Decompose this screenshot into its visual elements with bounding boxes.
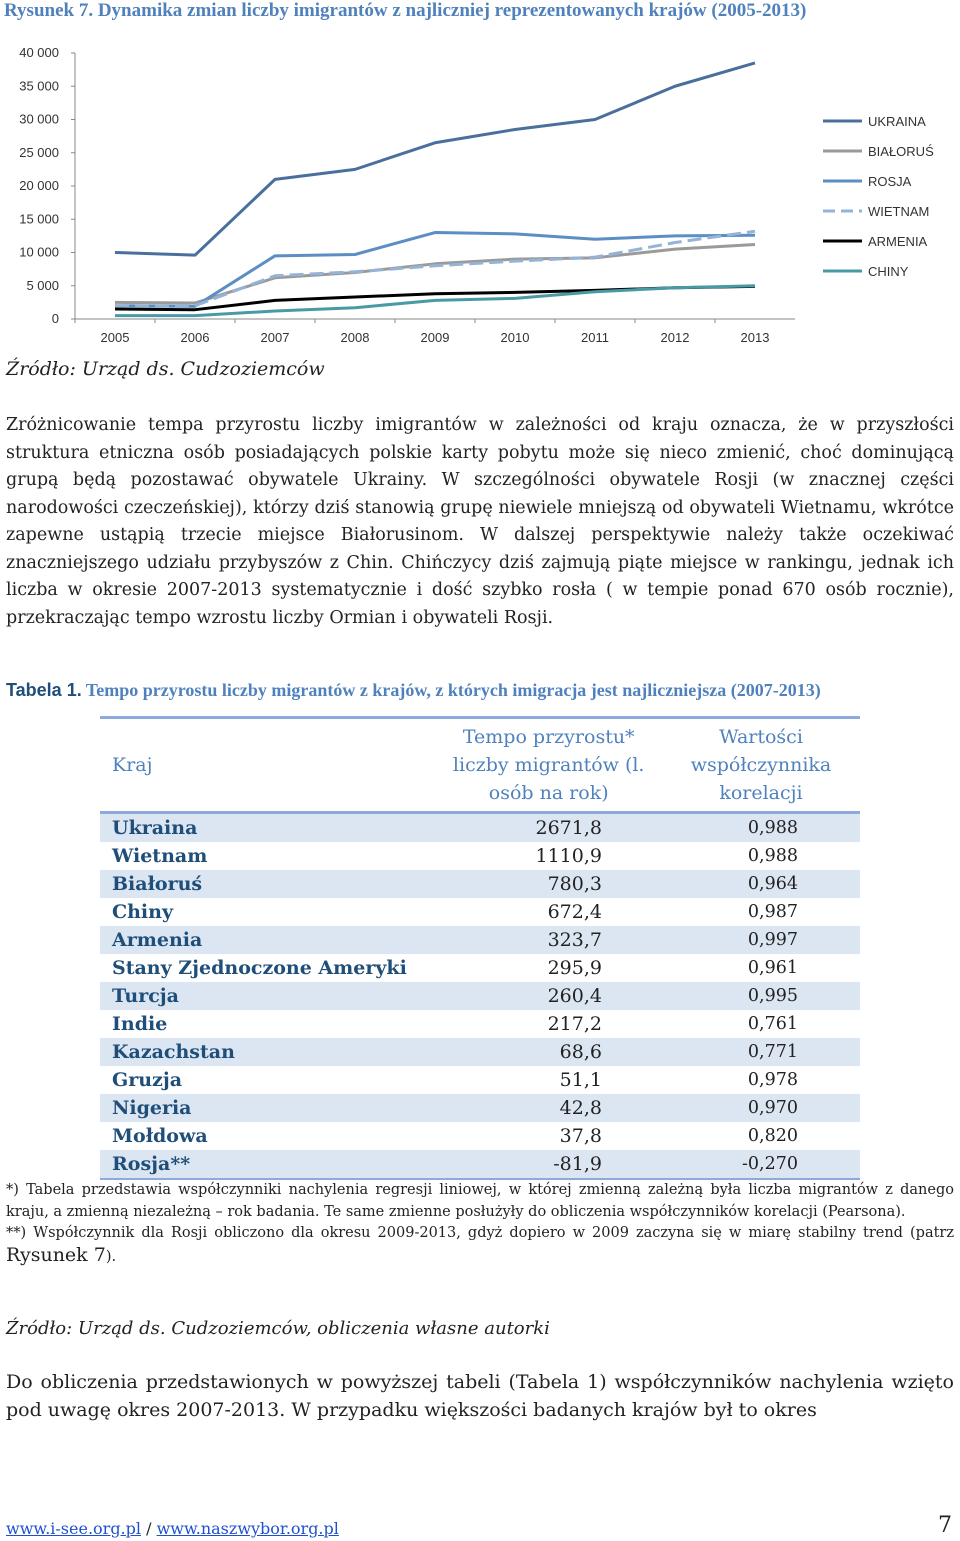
cell-correlation: 0,771: [662, 1038, 860, 1066]
cell-country: Mołdowa: [112, 1125, 208, 1147]
table-row: [100, 842, 860, 870]
y-tick-label: 0: [51, 311, 59, 326]
cell-correlation: 0,820: [747, 1126, 798, 1146]
cell-country: Białoruś: [100, 870, 435, 898]
cell-correlation: 0,988: [662, 813, 860, 843]
table-source: Źródło: Urząd ds. Cudzoziemców, obliczenia własne autorki: [6, 1318, 550, 1339]
line-chart: [0, 38, 960, 356]
table-row: [100, 982, 860, 1010]
y-tick-label: 15 000: [19, 211, 59, 227]
table-row: [100, 1150, 860, 1179]
cell-growth: 260,4: [435, 982, 662, 1010]
cell-growth: 217,2: [547, 1013, 602, 1035]
cell-country: Gruzja: [112, 1069, 183, 1091]
y-tick-label: 40 000: [19, 45, 59, 60]
cell-country: Stany Zjednoczone Ameryki: [112, 957, 407, 979]
cell-correlation: 0,964: [662, 870, 860, 898]
footer-link-naszwybor[interactable]: www.naszwybor.org.pl: [156, 1519, 339, 1538]
note-2-end: ).: [105, 1248, 117, 1265]
cell-country: Rosja**: [100, 1150, 435, 1179]
cell-country: Chiny: [112, 901, 174, 923]
cell-growth: 51,1: [559, 1069, 602, 1091]
cell-growth: 672,4: [547, 901, 602, 923]
cell-country: Kazachstan: [100, 1038, 435, 1066]
x-tick-label: 2012: [660, 330, 690, 345]
x-tick-label: 2007: [260, 330, 290, 345]
table-row: [100, 1066, 860, 1094]
cell-growth: 68,6: [435, 1038, 662, 1066]
table-row: [100, 813, 860, 843]
cell-growth: 37,8: [559, 1125, 602, 1147]
cell-country: Wietnam: [112, 845, 208, 867]
footer-separator: /: [141, 1519, 157, 1538]
cell-correlation: -0,270: [662, 1150, 860, 1179]
x-tick-label: 2011: [581, 330, 609, 345]
table-row: [100, 1010, 860, 1038]
header-country: Kraj: [100, 718, 435, 813]
cell-correlation: 0,961: [747, 958, 798, 978]
x-tick-label: 2013: [740, 330, 770, 345]
legend-label: CHINY: [868, 264, 909, 279]
y-tick-label: 10 000: [19, 244, 59, 260]
cell-correlation: 0,997: [662, 926, 860, 954]
y-tick-label: 25 000: [19, 144, 59, 160]
legend-label: UKRAINA: [868, 114, 926, 129]
note-2: [6, 1223, 954, 1268]
footer-link-isee[interactable]: www.i-see.org.pl: [6, 1519, 141, 1538]
series-line-5: [115, 286, 755, 316]
x-tick-label: 2010: [500, 330, 530, 345]
table-row: [100, 1038, 860, 1066]
table-row: [100, 1094, 860, 1122]
legend-label: BIAŁORUŚ: [868, 144, 934, 159]
cell-growth: 2671,8: [435, 813, 662, 843]
page-number: 7: [938, 1513, 952, 1538]
x-tick-label: 2008: [340, 330, 370, 345]
footer-links: [6, 1519, 339, 1538]
y-tick-label: 20 000: [19, 178, 59, 193]
table-row: [100, 954, 860, 982]
cell-correlation: 0,978: [747, 1070, 798, 1090]
note-2-text: **) Współczynnik dla Rosji obliczono dla okresu 2009-2013, gdyż dopiero w 2009 zaczyna się w miarę stabilny trend (patrz: [6, 1225, 954, 1241]
cell-correlation: 0,988: [747, 846, 798, 866]
cell-correlation: 0,761: [747, 1014, 798, 1034]
table-row: [100, 898, 860, 926]
figure-source: Źródło: Urząd ds. Cudzoziemców: [6, 358, 325, 380]
table-row: [100, 870, 860, 898]
x-tick-label: 2006: [180, 330, 210, 345]
note-2-ref: Rysunek 7: [6, 1243, 106, 1266]
legend-label: WIETNAM: [868, 204, 930, 219]
note-1: *) Tabela przedstawia współczynniki nachylenia regresji liniowej, w której zmienną zależną była liczba migrantów z danego kraju, a zmienną niezależną – rok badania. Te same zmienne posłużyły do obliczenia współczynników korelacji (Pearsona).: [6, 1182, 954, 1220]
chart-legend: [823, 114, 934, 279]
cell-country: Turcja: [100, 982, 435, 1010]
y-tick-label: 35 000: [19, 78, 59, 94]
cell-growth: 1110,9: [535, 845, 602, 867]
legend-label: ROSJA: [868, 174, 912, 189]
table-label: Tabela 1.: [6, 680, 82, 700]
x-tick-label: 2009: [420, 330, 450, 345]
series-line-2: [115, 233, 755, 307]
table-row: [100, 926, 860, 954]
header-correlation: Wartości współczynnika korelacji: [662, 718, 860, 813]
cell-country: Armenia: [100, 926, 435, 954]
table-notes: [6, 1180, 954, 1268]
cell-correlation: 0,970: [662, 1094, 860, 1122]
cell-correlation: 0,987: [747, 902, 798, 922]
y-tick-label: 30 000: [19, 111, 59, 127]
y-tick-label: 5 000: [26, 277, 59, 293]
table-title-text: Tempo przyrostu liczby migrantów z krajów, z których imigracja jest najliczniejsza (2007-2013): [81, 680, 821, 700]
chart-series: [115, 63, 755, 316]
x-tick-label: 2005: [100, 330, 130, 345]
body-paragraph-1: Zróżnicowanie tempa przyrostu liczby imigrantów w zależności od kraju oznacza, że w przyszłości struktura etniczna osób posiadających polskie karty pobytu może się nieco zmienić, choć dominującą grupą będą pozostawać obywatele Ukrainy. W szczególności obywatele Rosji (w znacznej części narodowości czeczeńskiej), którzy dziś stanowią grupę niewiele mniejszą od obywateli Wietnamu, wkrótce zapewne ustąpią trzecie miejsce Białorusinom. W dalszej perspektywie należy także oczekiwać znaczniejszego udziału przybyszów z Chin. Chińczycy dziś zajmują piąte miejsce w rankingu, jednak ich liczba w okresie 2007-2013 systematycznie i dość szybko rosła ( w tempie ponad 670 osób rocznie), przekraczając tempo wzrostu liczby Ormian i obywateli Rosji.: [6, 415, 954, 628]
legend-label: ARMENIA: [868, 234, 928, 249]
cell-growth: 295,9: [547, 957, 602, 979]
growth-table: [100, 716, 860, 1180]
cell-country: Ukraina: [100, 813, 435, 843]
cell-growth: -81,9: [435, 1150, 662, 1179]
cell-country: Nigeria: [100, 1094, 435, 1122]
cell-correlation: 0,995: [662, 982, 860, 1010]
cell-growth: 780,3: [435, 870, 662, 898]
body-paragraph-2: Do obliczenia przedstawionych w powyższej tabeli (Tabela 1) współczynników nachylenia wzięto pod uwagę okres 2007-2013. W przypadku większości badanych krajów był to okres: [6, 1371, 954, 1421]
table-title: [6, 680, 821, 701]
cell-growth: 42,8: [435, 1094, 662, 1122]
cell-country: Indie: [112, 1013, 168, 1035]
series-line-0: [115, 63, 755, 255]
figure-title: Rysunek 7. Dynamika zmian liczby imigrantów z najliczniej reprezentowanych krajów (2005-2013): [4, 0, 807, 21]
table-row: [100, 1122, 860, 1150]
header-growth: Tempo przyrostu* liczby migrantów (l. osób na rok): [435, 718, 662, 813]
chart-axes: [19, 45, 795, 345]
cell-growth: 323,7: [435, 926, 662, 954]
